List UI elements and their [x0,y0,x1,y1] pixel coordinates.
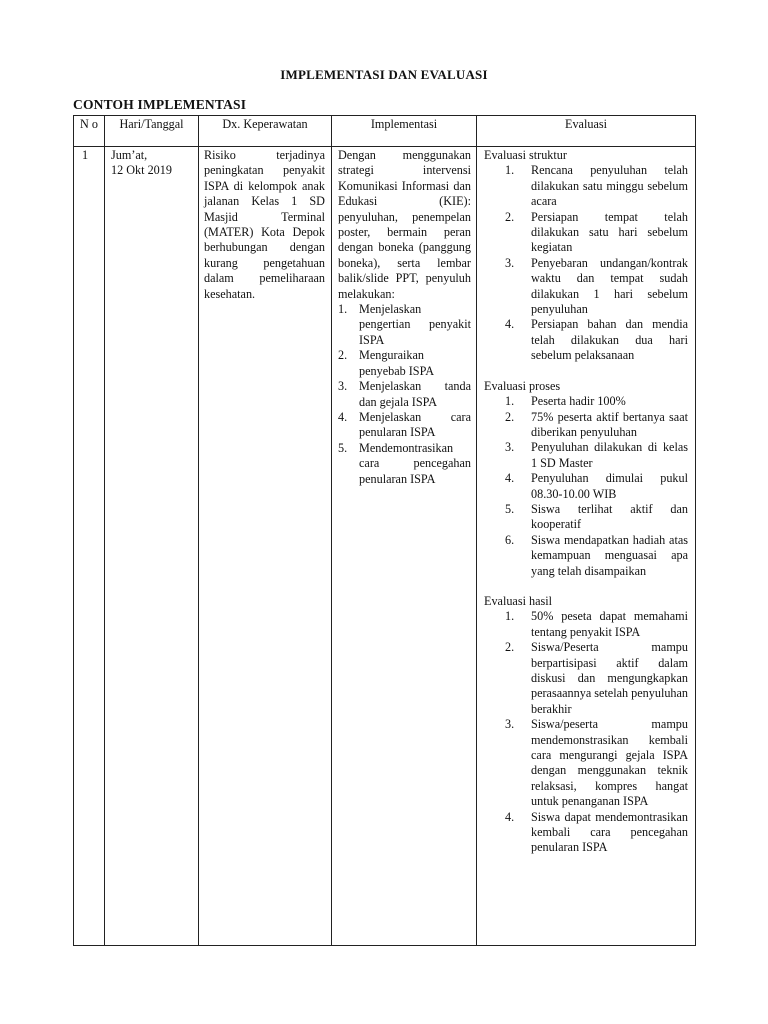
list-item-text: Siswa mendapatkan hadiah atas kemampuan menguasai apa yang telah disampaikan [531,532,688,578]
list-item [338,441,471,487]
list-item-text: Persiapan tempat telah dilakukan satu hari sebelum kegiatan [531,209,688,255]
spacer [484,579,688,594]
list-item-number: 1. [505,609,515,624]
list-item-text: Menguraikan penyebab ISPA [359,348,435,378]
list-item-text: Penyuluhan dimulai pukul 08.30-10.00 WIB [531,471,688,501]
row-date: 12 Okt 2019 [111,163,172,178]
list-item [505,440,688,471]
list-item-text: Rencana penyuluhan telah dilakukan satu minggu sebelum acara [531,163,688,209]
implementation-intro: Dengan menggunakan strategi intervensi Komunikasi Informasi dan Edukasi (KIE): penyuluhan, penempelan poster, bermain peran dengan boneka (panggung boneka), serta lembar balik/slide PPT, penyuluh melakukan: [338,148,471,301]
list-item-number: 1. [505,163,515,178]
list-item-number: 4. [505,317,515,332]
evaluation-structure-list [484,163,688,363]
list-item [505,471,688,502]
list-item-number: 3. [505,255,515,270]
list-item-text: Siswa/peserta mampu mendemonstrasikan kembali cara mengurangi gejala ISPA dengan menggunakan teknik relaksasi, kompres hangat untuk penanganan ISPA [531,717,688,809]
evaluation-process-list [484,394,688,579]
list-item-text: Siswa dapat mendemontrasikan kembali cara pencegahan penularan ISPA [531,809,688,855]
list-item [505,810,688,856]
implementation-table [73,115,696,946]
list-item-number: 4. [338,409,348,424]
header-evaluation: Evaluasi [477,116,696,147]
list-item-text: Menjelaskan cara penularan ISPA [359,409,471,440]
list-item-number: 4. [505,471,515,486]
list-item-text: Siswa terlihat aktif dan kooperatif [531,501,688,532]
row-date-cell [105,147,199,946]
list-item [505,163,688,209]
list-item-text: 50% peseta dapat memahami tentang penyakit ISPA [531,609,688,639]
list-item-number: 3. [338,379,348,394]
table-header-row [74,116,696,147]
list-item-text: Penyebaran undangan/kontrak waktu dan tempat sudah dilakukan 1 hari sebelum penyuluhan [531,255,688,317]
list-item [505,210,688,256]
evaluation-result-heading: Evaluasi hasil [484,593,553,608]
list-item-number: 2. [338,348,348,363]
list-item [505,609,688,640]
list-item-number: 5. [338,440,348,455]
list-item-number: 1. [505,394,515,409]
table-row [74,147,696,946]
row-implementation-cell [332,147,477,946]
list-item [505,317,688,363]
evaluation-process-heading: Evaluasi proses [484,378,561,393]
list-item-text: Mendemontrasikan cara pencegahan penularan ISPA [359,440,471,486]
list-item-number: 3. [505,440,515,455]
list-item-number: 3. [505,717,515,732]
list-item-text: Persiapan bahan dan mendia telah dilakukan dua hari sebelum pelaksanaan [531,317,688,363]
evaluation-structure-heading: Evaluasi struktur [484,148,567,162]
list-item-text: Siswa/Peserta mampu berpartisipasi aktif dalam diskusi dan mengungkapkan perasaannya setelah penyuluhan berakhir [531,640,689,716]
list-item-number: 4. [505,809,515,824]
list-item [505,502,688,533]
header-date: Hari/Tanggal [105,116,199,147]
list-item-number: 5. [505,501,515,516]
list-item-number: 6. [505,532,515,547]
document-title: IMPLEMENTASI DAN EVALUASI [280,67,488,82]
list-item [505,640,688,717]
header-implementation: Implementasi [332,116,477,147]
list-item [338,379,471,410]
row-diagnosis: Risiko terjadinya peningkatan penyakit ISPA di kelompok anak jalanan Kelas 1 SD Masjid Terminal (MATER) Kota Depok berhubungan dengan kurang pengetahuan dalam pemeliharaan kesehatan. [199,147,332,946]
list-item [505,256,688,318]
spacer [484,364,688,379]
list-item [338,348,471,379]
row-number: 1 [74,147,105,946]
list-item-text: Menjelaskan pengertian penyakit ISPA [359,302,471,347]
list-item [338,410,471,441]
list-item-number: 2. [505,409,515,424]
list-item-text: Menjelaskan tanda dan gejala ISPA [359,379,471,409]
list-item-text: Penyuluhan dilakukan di kelas 1 SD Master [531,440,688,470]
list-item [505,717,688,809]
list-item [505,533,688,579]
implementation-list [338,302,471,487]
header-no: N o [74,116,105,147]
row-evaluation-cell [477,147,696,946]
list-item [505,410,688,441]
evaluation-result-list [484,609,688,856]
list-item-number: 2. [505,209,515,224]
list-item [505,394,688,409]
section-title: CONTOH IMPLEMENTASI [73,97,247,112]
list-item-number: 1. [338,302,348,317]
row-day: Jum’at, [111,148,148,162]
list-item [338,302,471,348]
list-item-number: 2. [505,640,515,655]
list-item-text: Peserta hadir 100% [531,394,626,409]
header-diagnosis: Dx. Keperawatan [199,116,332,147]
list-item-text: 75% peserta aktif bertanya saat diberikan penyuluhan [531,409,688,439]
